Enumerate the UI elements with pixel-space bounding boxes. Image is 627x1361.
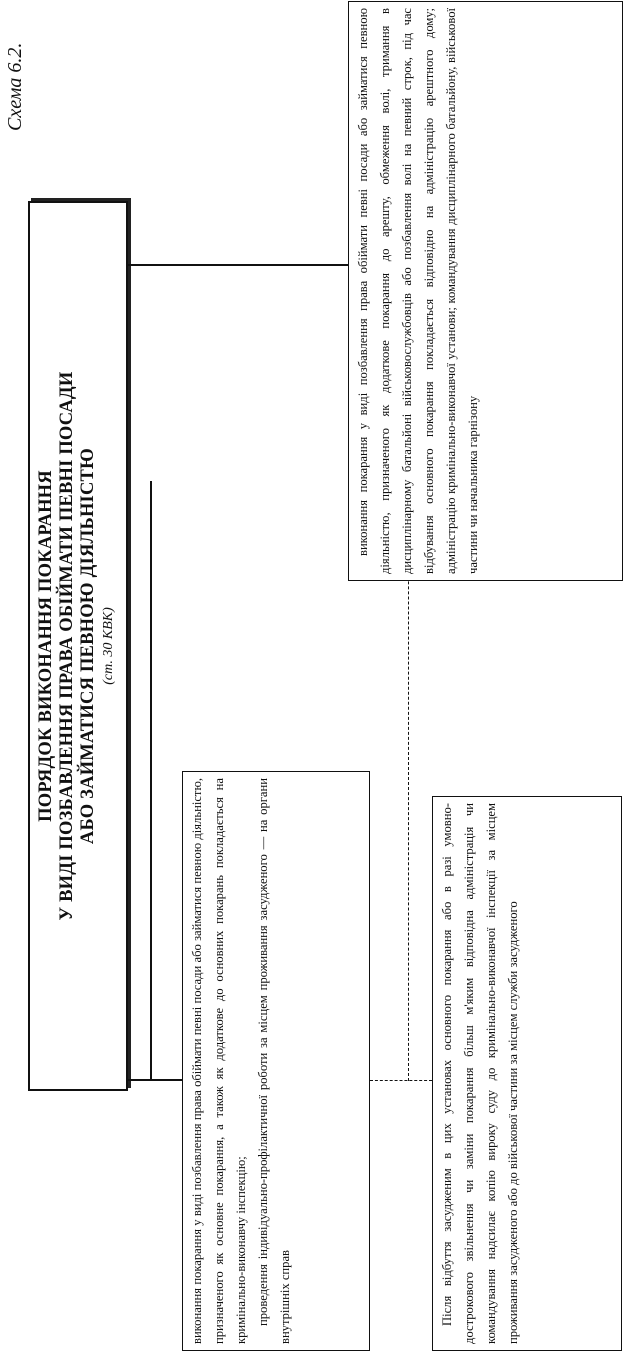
connector-right-drop [128,265,348,267]
box-main-para-1: виконання покарання у виді позбавлення права обіймати певні посади або займатися певною діяльністю, призначеного як основне покарання, а також як додаткове до основних покарань покладається на кримінально-виконавчу інспекцію; [190,778,248,1344]
title-line-1: ПОРЯДОК ВИКОНАННЯ ПОКАРАННЯ [36,470,56,822]
box-after-release-text: Після відбуття засудженим в цих установах основного покарання або в разі умовно-дострокового звільнення чи заміни покарання більш м'яким відповідна адміністрація чи командування надсилає копію вироку суду до кримінально-виконавчої інспекції за місцем проживання засудженого або до військової частини за місцем служби засудженого [440,803,520,1344]
box-additional-text: виконання покарання у виді позбавлення права обіймати певні посади або займатися певною діяльністю, призначеного як додаткове покарання до арешту, обмеження волі, тримання в дисциплінарному батальйоні військовослужбовців або позбавлення волі на певний строк, під час відбування основного покарання покладається відповідно на адміністрацію арештного дому; адміністрацію кримінально-виконавчої установи; командування дисциплінарного батальйону, військової частини чи начальника гарнізону [356,8,480,574]
title-box [28,201,128,1091]
box-additional-execution [348,1,623,581]
box-after-release [432,796,622,1351]
box-main-execution [182,771,370,1351]
scheme-caption: Схема 6.2. [4,42,26,131]
connector-left-horizontal [150,481,152,1081]
connector-left-drop [128,1080,182,1082]
title-line-3: АБО ЗАЙМАТИСЯ ПЕВНОЮ ДІЯЛЬНІСТЮ [78,447,98,845]
box-main-para-2: проведення індивідуально-профілактичної роботи за місцем проживання засудженого — на органи внутрішніх справ [256,778,292,1344]
title-subtitle: (ст. 30 КВК) [101,607,116,685]
connector-bottom-dashed-drop [370,1080,432,1081]
title-line-2: У ВИДІ ПОЗБАВЛЕННЯ ПРАВА ОБІЙМАТИ ПЕВНІ ПОСАДИ [57,371,77,921]
